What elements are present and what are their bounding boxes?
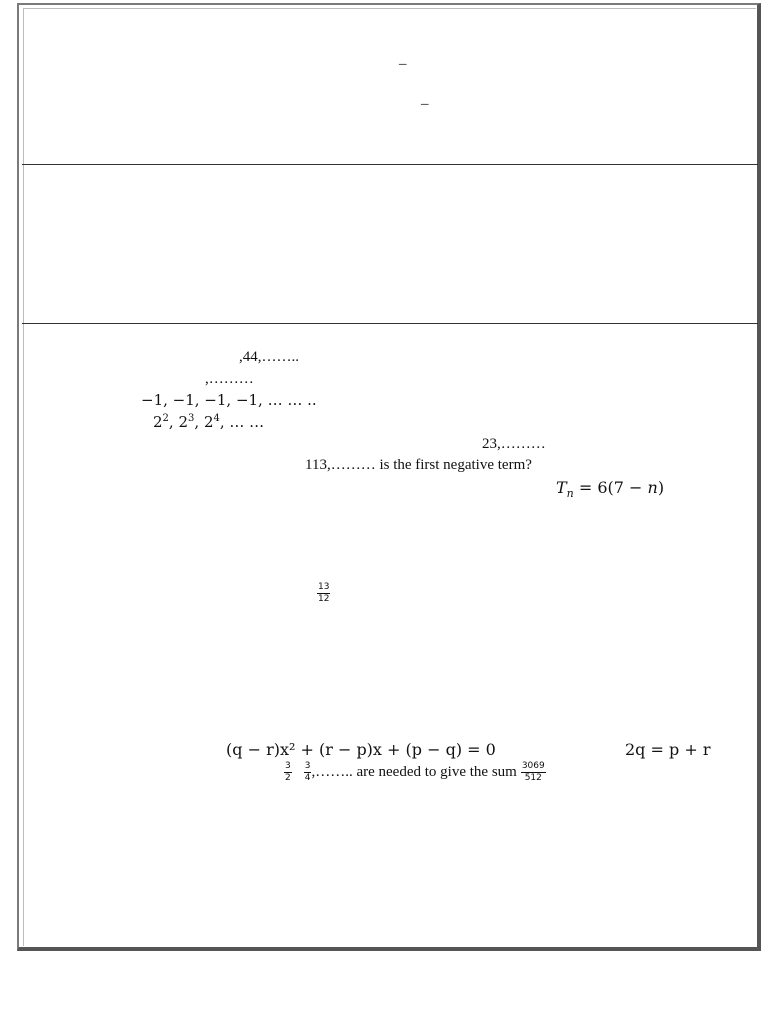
dash-mark-1: –	[399, 56, 407, 72]
fraction-numerator: 3069	[521, 761, 545, 771]
sequence-negative-ones: −1, −1, −1, −1, … … ..	[141, 391, 317, 409]
power-exp-2: 3	[188, 413, 195, 424]
section-divider-1	[22, 164, 758, 165]
fraction-denominator: 2	[285, 773, 291, 783]
formula-close: )	[657, 478, 665, 497]
document-page	[17, 3, 761, 951]
power-exp-3: 4	[213, 413, 220, 424]
fraction-3069-512	[521, 761, 546, 784]
power-base-1: 2	[153, 413, 163, 431]
power-base-3: 2	[203, 413, 214, 431]
formula-n: n	[647, 478, 658, 497]
page-inner-border	[23, 8, 756, 946]
sequence-fragment-2: ,………	[205, 371, 254, 387]
fraction-denominator: 512	[524, 773, 542, 783]
nth-term-formula	[556, 478, 665, 500]
condition-equation: 2q = p + r	[625, 740, 711, 759]
formula-subscript: n	[566, 487, 574, 500]
fraction-3-2	[284, 761, 292, 784]
sequence-fragment-3: 23,………	[482, 436, 546, 452]
sequence-fragment-1: ,44,……..	[239, 349, 299, 365]
quadratic-equation: (q − r)x² + (r − p)x + (p − q) = 0	[226, 740, 496, 759]
gp-sum-text: ,…….. are needed to give the sum	[311, 764, 517, 781]
power-tail: , … …	[219, 413, 265, 431]
formula-body: = 6(7 −	[573, 478, 648, 497]
fraction-denominator: 12	[318, 594, 330, 604]
fraction-13-12	[317, 582, 330, 605]
first-negative-term-question: 113,……… is the first negative term?	[305, 457, 532, 473]
fraction-numerator: 13	[318, 582, 330, 592]
dash-mark-2: –	[421, 96, 429, 112]
fraction-numerator: 3	[304, 761, 311, 771]
formula-t: T	[556, 478, 567, 497]
sequence-powers-of-two: $2^2$, $2^3$, $2^4$, … …	[153, 413, 265, 431]
power-base-2: 2	[178, 413, 189, 431]
fraction-numerator: 3	[285, 761, 291, 771]
power-exp-1: 2	[162, 413, 169, 424]
section-divider-2	[22, 323, 758, 324]
fraction-denominator: 4	[304, 773, 311, 783]
gp-sum-question	[284, 761, 546, 784]
